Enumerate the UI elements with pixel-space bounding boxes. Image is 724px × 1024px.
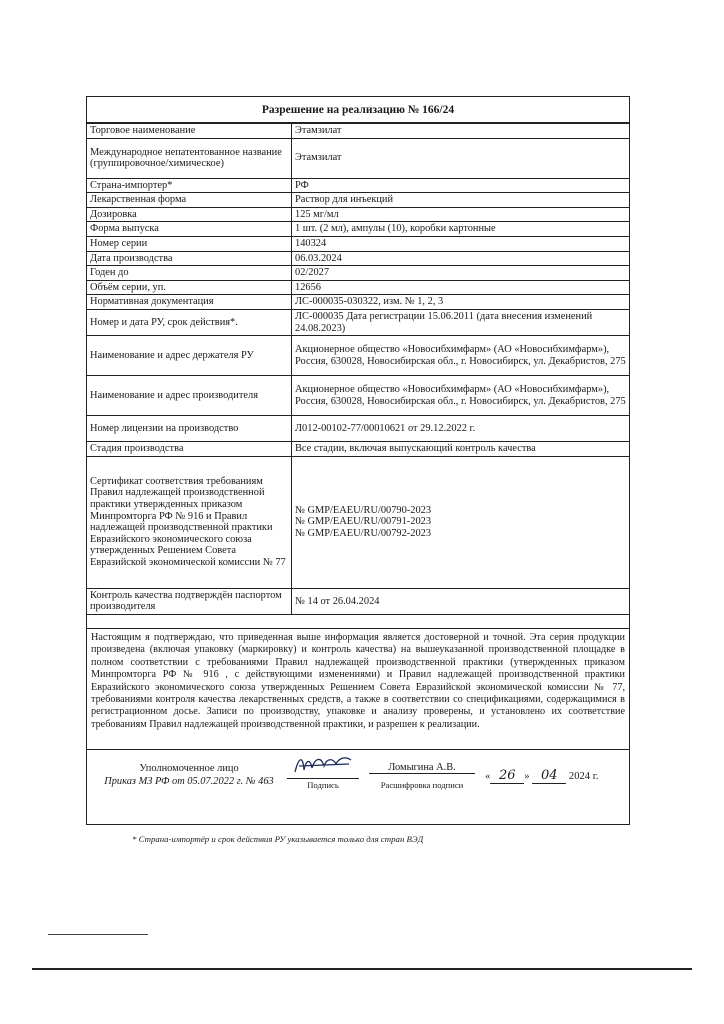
- row-value: ЛС-000035-030322, изм. № 1, 2, 3: [292, 295, 630, 310]
- table-row: [87, 442, 629, 457]
- date-year: 2024 г.: [568, 771, 599, 782]
- row-value: Раствор для инъекций: [292, 193, 630, 208]
- row-value: 125 мг/мл: [292, 207, 630, 222]
- row-label: Форма выпуска: [87, 222, 292, 237]
- row-value: № GMP/EAEU/RU/00790-2023 № GMP/EAEU/RU/00791-2023 № GMP/EAEU/RU/00792-2023: [292, 456, 630, 588]
- certification-text: Настоящим я подтверждаю, что приведенная выше информация является достоверной и точной. Эта серия продукции произведена (включая упаковку (маркировку) и контроль качества) на вышеуказанной производственной площадке в полном соответствии с требованиями Правил надлежащей производственной практики (утвержденных приказом Минпромторга РФ № 916 , с действующими изменениями) и Правил надлежащей производственной практики Евразийского экономического союза утвержденных Решением Совета Евразийской экономической комиссии № 77, требованиями контроля качества лекарственных средств, а также в соответствии со спецификациями, содержащимися в регистрационном досье. Записи по производству, упаковке и анализу проверены, и установлено их соответствие требованиям Правил надлежащей производственной практики, и разрешен к реализации.: [87, 628, 629, 749]
- permit-document: [86, 96, 630, 825]
- document-title: Разрешение на реализацию № 166/24: [87, 97, 629, 123]
- row-label: Лекарственная форма: [87, 193, 292, 208]
- row-value: № 14 от 26.04.2024: [292, 588, 630, 614]
- row-label: Номер серии: [87, 236, 292, 251]
- row-label: Контроль качества подтверждён паспортом производителя: [87, 588, 292, 614]
- table-row: [87, 376, 629, 416]
- row-value: Этамзилат: [292, 138, 630, 178]
- authorized-person-order: Приказ МЗ РФ от 05.07.2022 г. № 463: [104, 776, 274, 787]
- table-row: [87, 178, 629, 193]
- row-value: 1 шт. (2 мл), ампулы (10), коробки картонные: [292, 222, 630, 237]
- row-value: Акционерное общество «Новосибхимфарм» (АО «Новосибхимфарм»), Россия, 630028, Новосибирская обл., г. Новосибирск, ул. Декабристов, 275: [292, 336, 630, 376]
- row-value: 02/2027: [292, 266, 630, 281]
- table-row: [87, 588, 629, 614]
- table-row: [87, 124, 629, 139]
- date-month: 04: [532, 768, 566, 784]
- table-row: [87, 456, 629, 588]
- table-row: [87, 251, 629, 266]
- table-row: [87, 193, 629, 208]
- row-label: Годен до: [87, 266, 292, 281]
- row-value: 06.03.2024: [292, 251, 630, 266]
- footnote: * Страна-импортёр и срок действия РУ указывается только для стран ВЭД: [132, 834, 424, 844]
- date-day: 26: [490, 768, 524, 784]
- row-label: Номер и дата РУ, срок действия*.: [87, 309, 292, 335]
- row-value: 12656: [292, 280, 630, 295]
- row-label: Международное непатентованное название (группировочное/химическое): [87, 138, 292, 178]
- signature-date: [485, 768, 625, 784]
- row-label: Объём серии, уп.: [87, 280, 292, 295]
- table-row: [87, 336, 629, 376]
- signature-scribble-icon: [291, 752, 355, 778]
- signature-caption: Подпись: [307, 780, 339, 790]
- authorized-person: [93, 762, 285, 788]
- properties-table: [87, 123, 629, 615]
- signer-name: Ломыгина А.В.: [369, 762, 475, 774]
- row-label: Дозировка: [87, 207, 292, 222]
- row-value: Л012-00102-77/00010621 от 29.12.2022 г.: [292, 416, 630, 442]
- row-label: Торговое наименование: [87, 124, 292, 139]
- date-close-quote: »: [524, 771, 530, 782]
- authorized-person-role: Уполномоченное лицо: [139, 763, 239, 774]
- row-value: ЛС-000035 Дата регистрации 15.06.2011 (дата внесения изменений 24.08.2023): [292, 309, 630, 335]
- table-row: [87, 266, 629, 281]
- signer-name-caption: Расшифровка подписи: [380, 780, 464, 790]
- signature-block: [87, 749, 629, 825]
- row-label: Наименование и адрес производителя: [87, 376, 292, 416]
- table-row: [87, 295, 629, 310]
- table-row: [87, 138, 629, 178]
- table-row: [87, 207, 629, 222]
- row-value: Все стадии, включая выпускающий контроль качества: [292, 442, 630, 457]
- row-label: Дата производства: [87, 251, 292, 266]
- table-row: [87, 222, 629, 237]
- row-label: Сертификат соответствия требованиям Правил надлежащей производственной практики утвержденных приказом Минпромторга РФ № 916 и Правил надлежащей производственной практики Евразийского экономического союза утвержденных Решением Совета Евразийской экономической комиссии № 77: [87, 456, 292, 588]
- row-value: Акционерное общество «Новосибхимфарм» (АО «Новосибхимфарм»), Россия, 630028, Новосибирская обл., г. Новосибирск, ул. Декабристов, 275: [292, 376, 630, 416]
- table-row: [87, 236, 629, 251]
- signature-line: [287, 758, 359, 779]
- table-row: [87, 416, 629, 442]
- row-value: РФ: [292, 178, 630, 193]
- horizontal-rule-short: [48, 934, 148, 935]
- table-row: [87, 280, 629, 295]
- row-label: Нормативная документация: [87, 295, 292, 310]
- row-label: Стадия производства: [87, 442, 292, 457]
- horizontal-rule-long: [32, 968, 692, 970]
- date-open-quote: «: [485, 771, 491, 782]
- row-label: Наименование и адрес держателя РУ: [87, 336, 292, 376]
- table-row: [87, 309, 629, 335]
- row-value: Этамзилат: [292, 124, 630, 139]
- row-value: 140324: [292, 236, 630, 251]
- row-label: Страна-импортер*: [87, 178, 292, 193]
- row-label: Номер лицензии на производство: [87, 416, 292, 442]
